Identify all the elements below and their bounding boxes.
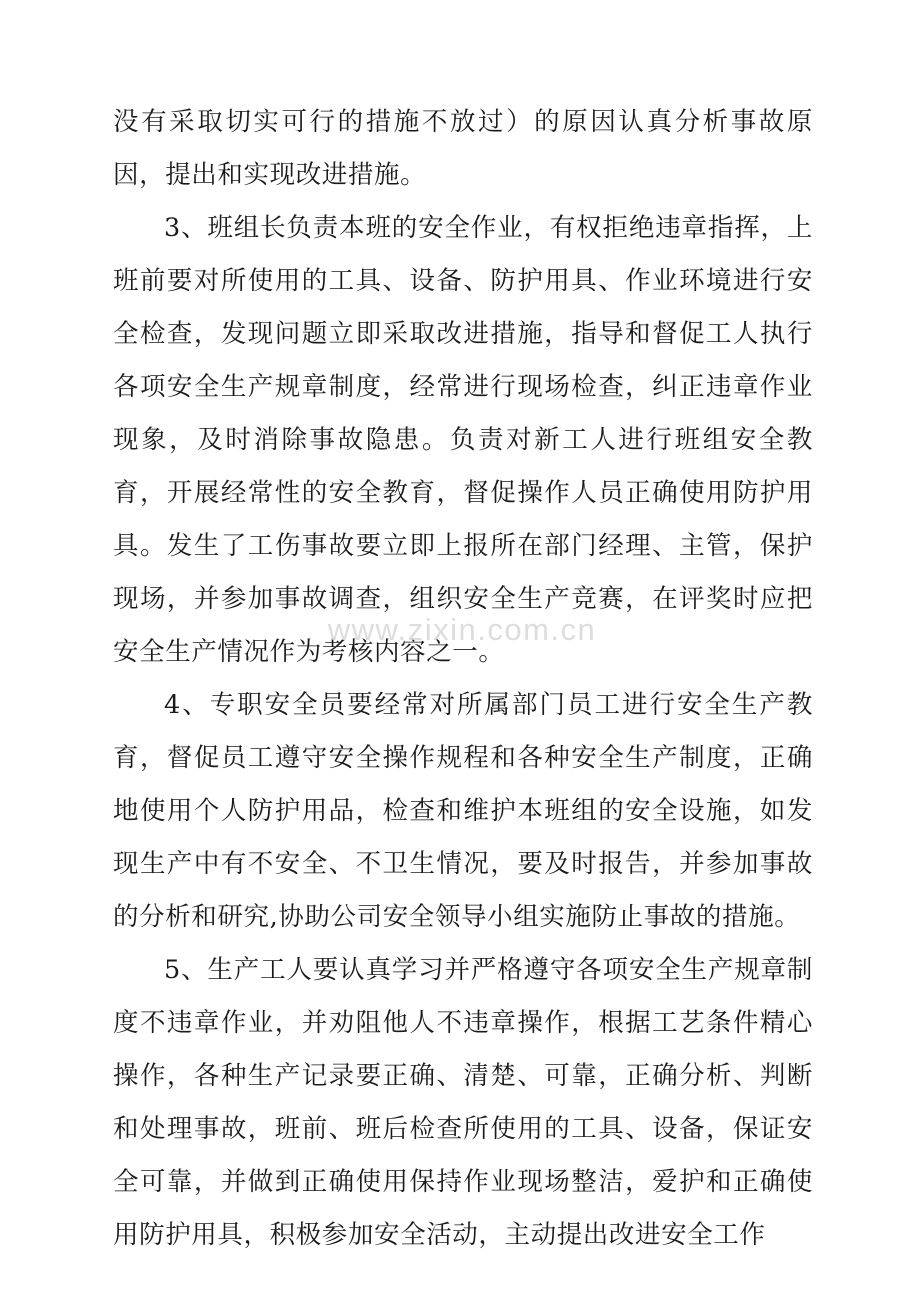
paragraph-continued: 没有采取切实可行的措施不放过）的原因认真分析事故原因，提出和实现改进措施。 (113, 107, 813, 190)
watermark-text: www.zixin.com.cn (327, 612, 597, 647)
paragraph-item-4: 4、专职安全员要经常对所属部门员工进行安全生产教育，督促员工遵守安全操作规程和各种安全生产制度，正确地使用个人防护用品，检查和维护本班组的安全设施，如发现生产中有不安全、不卫生情况，要及时报告，并参加事故的分析和研究,协助公司安全领导小组实施防止事故的措施。 (113, 690, 813, 932)
paragraph-item-3: 3、班组长负责本班的安全作业，有权拒绝违章指挥，上班前要对所使用的工具、设备、防护用具、作业环境进行安全检查，发现问题立即采取改进措施，指导和督促工人执行各项安全生产规章制度，经常进行现场检查，纠正违章作业现象，及时消除事故隐患。负责对新工人进行班组安全教育，开展经常性的安全教育，督促操作人员正确使用防护用具。发生了工伤事故要立即上报所在部门经理、主管，保护现场，并参加事故调查，组织安全生产竞赛，在评奖时应把安全生产情况作为考核内容之一。 (113, 213, 813, 667)
document-body (113, 96, 813, 1262)
paragraph-item-5: 5、生产工人要认真学习并严格遵守各项安全生产规章制度不违章作业，并劝阻他人不违章操作，根据工艺条件精心操作，各种生产记录要正确、清楚、可靠，正确分析、判断和处理事故，班前、班后检查所使用的工具、设备，保证安全可靠，并做到正确使用保持作业现场整洁，爱护和正确使用防护用具，积极参加安全活动，主动提出改进安全工作 (113, 955, 813, 1250)
